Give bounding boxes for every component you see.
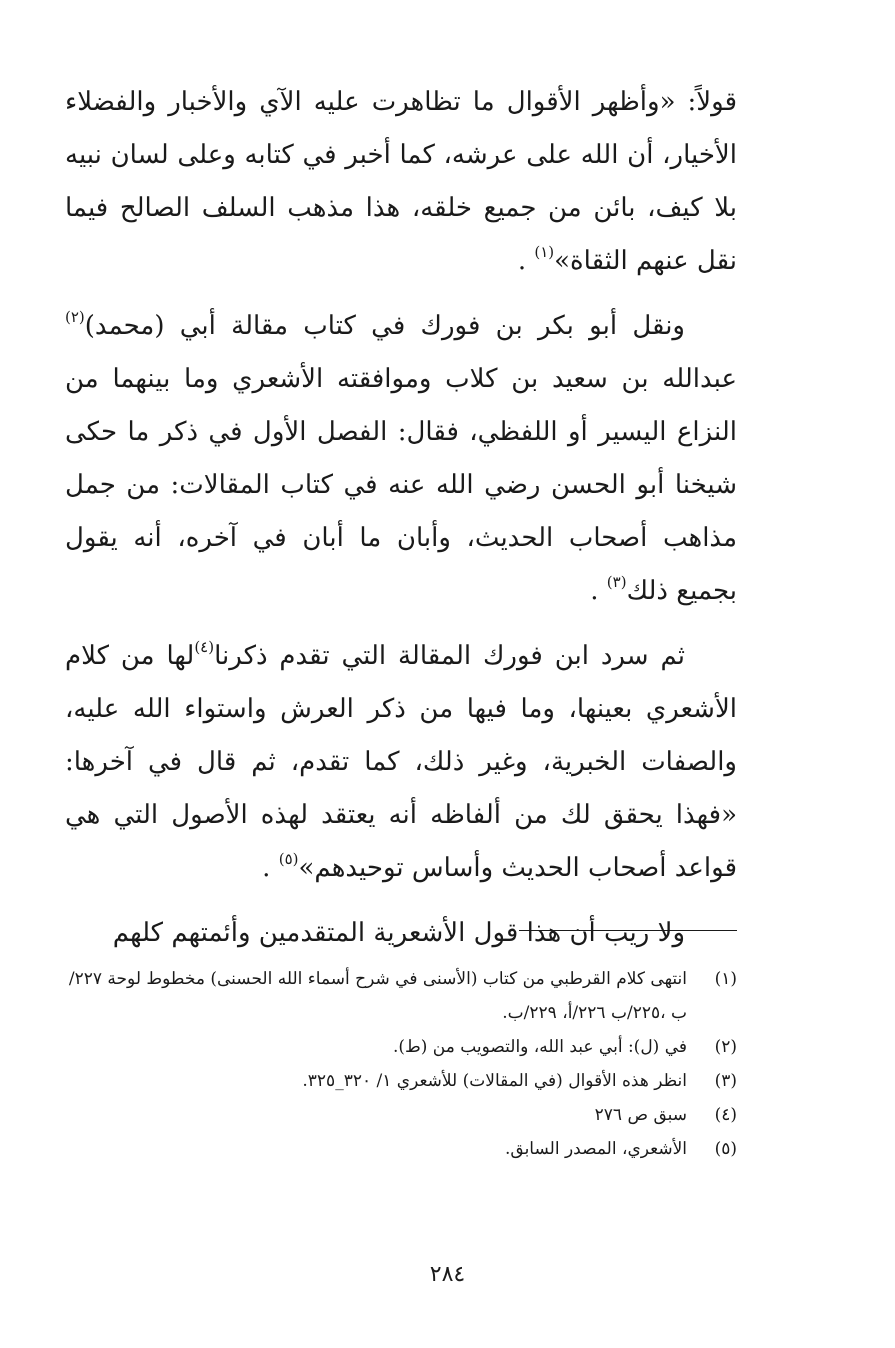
footnote-ref-5[interactable]: (٥) [278, 850, 299, 869]
footnote-1 [65, 962, 737, 1030]
paragraph-2 [65, 300, 737, 618]
footnote-text: الأشعري، المصدر السابق. [504, 1139, 687, 1159]
paragraph-3-tail: . [262, 853, 271, 883]
paragraph-1-tail: . [517, 246, 527, 276]
footnote-number: (٥) [714, 1139, 737, 1159]
main-text [65, 76, 737, 960]
footnote-number: (٣) [714, 1071, 737, 1091]
footnote-3 [65, 1064, 737, 1098]
footnote-5 [65, 1132, 737, 1166]
footnote-number: (٤) [714, 1105, 737, 1125]
footnote-number: (٢) [714, 1037, 737, 1057]
paragraph-1 [65, 76, 737, 288]
footnote-text: انتهى كلام القرطبي من كتاب (الأسنى في شرح أسماء الله الحسنى) مخطوط لوحة ٢٢٧/ب ،٢٢٥/ب ٢٢٦/أ، ٢٢٩/ب. [68, 969, 687, 1023]
footnote-ref-2[interactable]: (٢) [65, 308, 85, 327]
paragraph-2-lead: ونقل أبو بكر بن فورك في كتاب مقالة أبي (محمد) [84, 311, 685, 341]
footnote-ref-3[interactable]: (٣) [606, 573, 627, 592]
footnote-ref-1[interactable]: (١) [534, 243, 555, 262]
footnote-2 [65, 1030, 737, 1064]
footnote-text: في (ل): أبي عبد الله، والتصويب من (ط). [392, 1037, 687, 1057]
paragraph-3-lead: ثم سرد ابن فورك المقالة التي تقدم ذكرنا [214, 641, 685, 671]
footnote-ref-4[interactable]: (٤) [194, 638, 215, 657]
paragraph-2-tail: . [590, 576, 599, 606]
footnote-text: سبق ص ٢٧٦ [594, 1105, 687, 1125]
footnote-number: (١) [714, 969, 737, 989]
footnote-4 [65, 1098, 737, 1132]
paragraph-1-text: قولاً: «وأظهر الأقوال ما تظاهرت عليه الآي والأخبار والفضلاء الأخيار، أن الله على عرشه، كما أخبر في كتابه وعلى لسان نبيه بلا كيف، بائن من جميع خلقه، هذا مذهب السلف الصالح فيما نقل عنهم الثقاة» [65, 87, 737, 276]
footnotes [65, 962, 737, 1166]
paragraph-4-text: ولا ريب أن هذا قول الأشعرية المتقدمين وأئمتهم كلهم [112, 918, 685, 948]
paragraph-4 [65, 907, 737, 960]
page-number: ٢٨٤ [429, 1262, 466, 1287]
footnote-text: انظر هذه الأقوال (في المقالات) للأشعري ١/ ٣٢٠_٣٢٥. [302, 1071, 687, 1091]
paragraph-2-text: عبدالله بن سعيد بن كلاب وموافقته الأشعري وما بينهما من النزاع اليسير أو اللفظي، فقال: الفصل الأول في ذكر ما حكى شيخنا أبو الحسن رضي الله عنه في كتاب المقالات: من جمل مذاهب أصحاب الحديث، وأبان ما أبان في آخره، أنه يقول بجميع ذلك [65, 364, 737, 606]
paragraph-3 [65, 630, 737, 895]
paragraph-3-text: لها من كلام الأشعري بعينها، وما فيها من ذكر العرش واستواء الله عليه، والصفات الخبرية، وغير ذلك، كما تقدم، ثم قال في آخرها: «فهذا يحقق لك من ألفاظه أنه يعتقد لهذه الأصول التي هي قواعد أصحاب الحديث وأساس توحيدهم» [65, 641, 738, 883]
footnote-separator [519, 930, 737, 931]
